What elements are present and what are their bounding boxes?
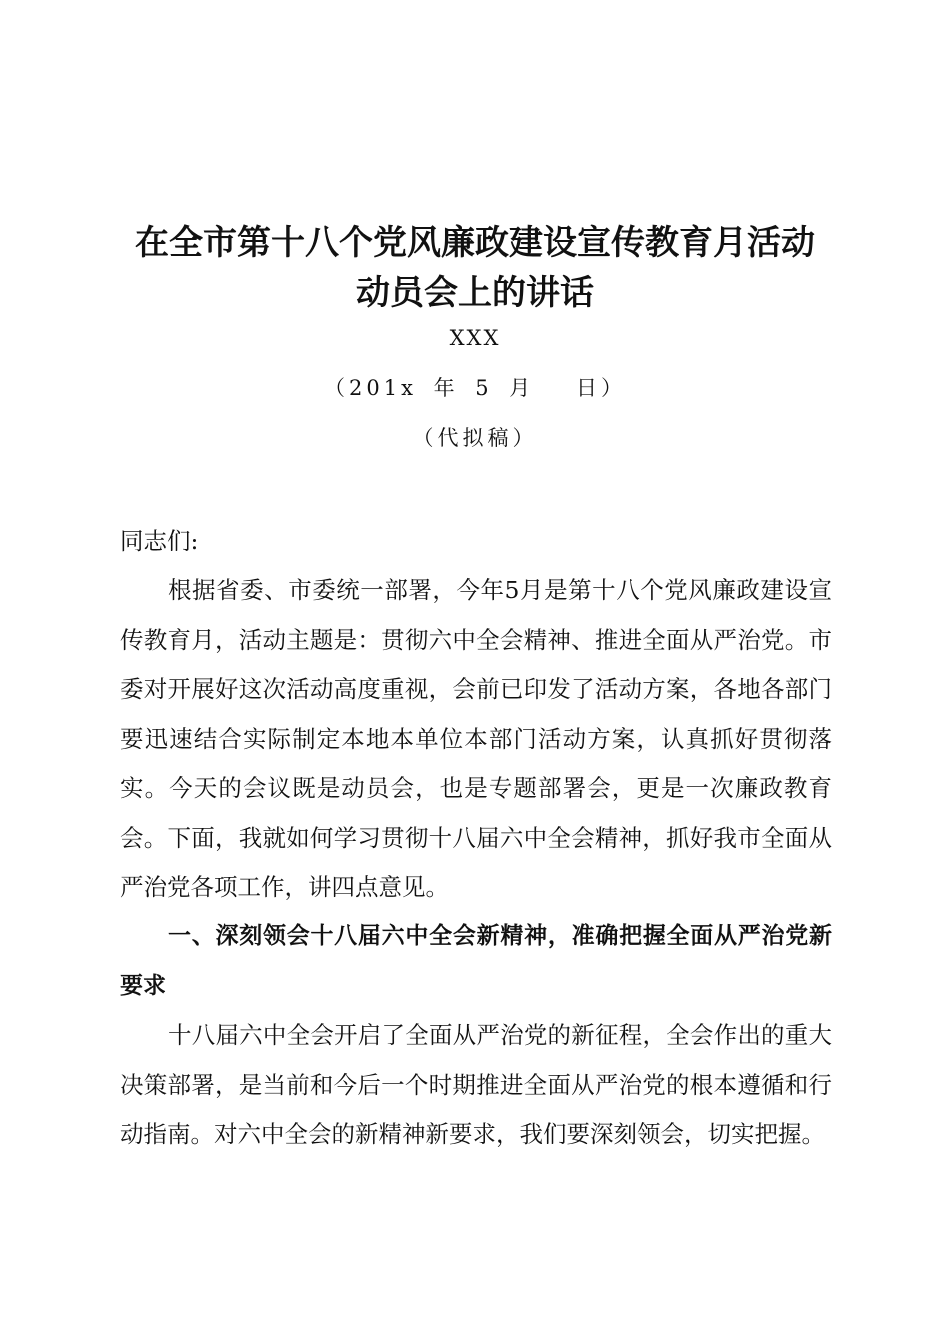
body-paragraph-2: 十八届六中全会开启了全面从严治党的新征程，全会作出的重大决策部署，是当前和今后一个时期推进全面从严治党的根本遵循和行动指南。对六中全会的新精神新要求，我们要深刻领会，切实把握。	[120, 1021, 832, 1148]
author-name: XXX	[449, 326, 501, 350]
document-title-line-2: 动员会上的讲话	[356, 273, 594, 313]
speech-date: （201x 年 5 月 日）	[324, 376, 626, 400]
body-paragraph-1: 根据省委、市委统一部署，今年5月是第十八个党风廉政建设宣传教育月，活动主题是：贯彻六中全会精神、推进全面从严治党。市委对开展好这次活动高度重视，会前已印发了活动方案，各地各部门要迅速结合实际制定本地本单位本部门活动方案，认真抓好贯彻落实。今天的会议既是动员会，也是专题部署会，更是一次廉政教育会。下面，我就如何学习贯彻十八届六中全会精神，抓好我市全面从严治党各项工作，讲四点意见。	[120, 576, 832, 901]
section-heading-1: 一、深刻领会十八届六中全会新精神，准确把握全面从严治党新要求	[120, 923, 832, 999]
draft-note: （代拟稿）	[412, 426, 538, 450]
salutation: 同志们:	[120, 527, 199, 555]
document-title-line-1: 在全市第十八个党风廉政建设宣传教育月活动	[135, 223, 815, 263]
